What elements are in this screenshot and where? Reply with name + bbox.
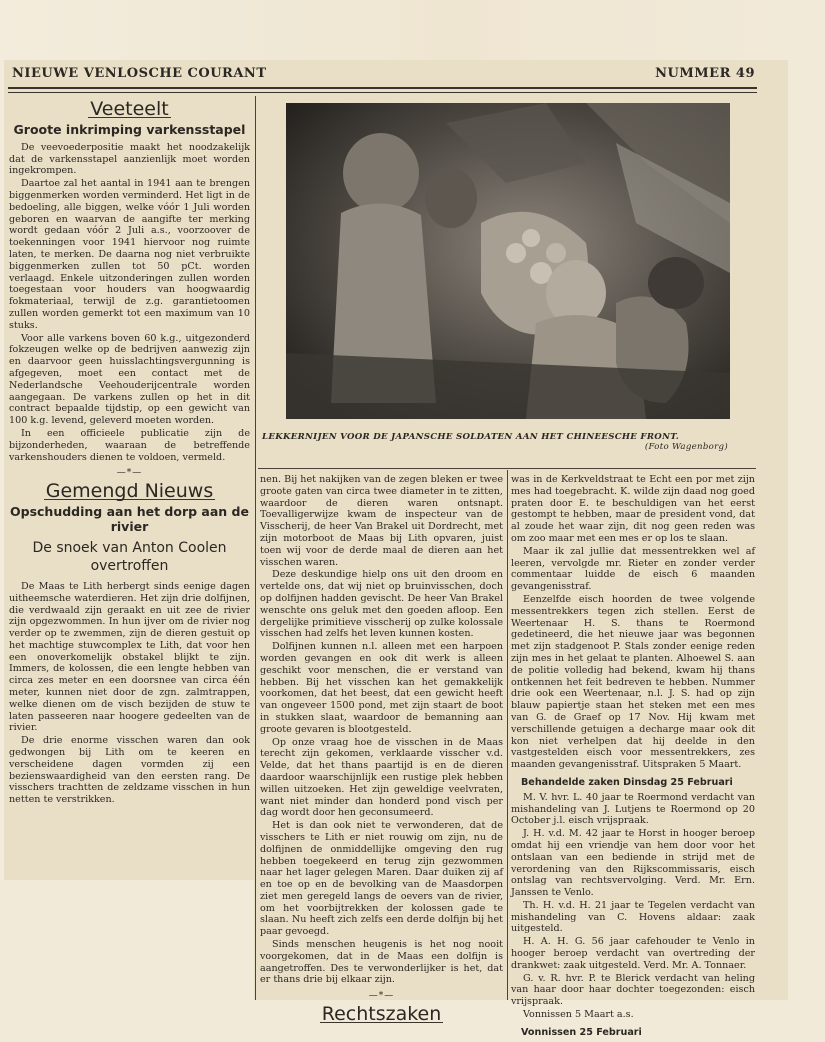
paragraph: Deze deskundige hielp ons uit den droom en vertelde ons, dat wij niet op bruinvisschen, doch op dolfijnen hadden gevischt. De heer Van Brakel wenschte ons geluk met den goeden afloop. Een dergelijke primitieve visscherij op zulke kolossale visschen had zelfs het leven kunnen kosten. <box>260 569 503 640</box>
section-rechtszaken: Rechtszaken <box>321 1003 442 1026</box>
paragraph: De drie enorme visschen waren dan ook gedwongen bij Lith om te keeren en verscheidene dagen vormden zij een bezienswaardigheid van den eersten rang. De visschers trachtten de zeldzame visschen in hun netten te verstrikken. <box>9 735 250 806</box>
section-gemengd-nieuws: Gemengd Nieuws <box>45 480 214 503</box>
case-item: M. V. hvr. L. 40 jaar te Roermond verdacht van mishandeling van J. Lutjens te Roermond op 20 October j.l. eisch vrijspraak. <box>511 791 755 827</box>
column-rule-left <box>255 96 256 1000</box>
case-item: J. H. v.d. M. 42 jaar te Horst in hooger beroep omdat hij een vriendje van hem door voor het ontslaan van een bediende in strijd met de verordening van den Rijkscommissaris, eisch ontslag van rechtsvervolging. Verd. Mr. Ern. Janssen te Venlo. <box>511 828 755 899</box>
paragraph: Het is dan ook niet te verwonderen, dat de visschers te Lith er niet rouwig om zijn, nu de dolfijnen de onmiddellijke omgeving den rug hebben toegekeerd en terug zijn gezwommen naar het lager gelegen Maren. Daar duiken zij af en toe op en de bevolking van de Maasdorpen ziet men geregeld langs de oevers van de rivier, om het voorbijtrekken der kolossen gade te slaan. Nu heeft zich zelfs een derde dolfijn bij het paar gevoegd. <box>260 820 503 938</box>
paragraph: De Maas te Lith herbergt sinds eenige dagen uitheemsche waterdieren. Het zijn drie dolfijnen, die verdwaald zijn geraakt en uit zee de rivier zijn opgezwommen. In hun ijver om de rivier nog verder op te zwemmen, zijn de dieren gestuit op het machtige stuwcomplex te Lith, dat voor hen een onoverkomelijk obstakel blijkt te zijn. Immers, de kolossen, die een lengte hebben van circa zes meter en een doorsnee van circa één meter, kunnen niet door de zgn. zalmtrappen, welke dienen om de visch bezijden de stuw te laten passeeren naar hoogere gedeelten van de rivier. <box>9 580 250 734</box>
case-item: G. v. R. hvr. P. te Blerick verdacht van heling van haar door haar dochter toegezonden: eisch vrijspraak. <box>511 972 755 1008</box>
news-photo <box>286 103 730 419</box>
paragraph: Voor alle varkens boven 60 k.g., uitgezonderd fokzeugen welke op de bedrijven aanwezig zijn en daarvoor geen huisslachtingsvergunning is afgegeven, moet een contact met de Nederlandsche Veehouderijcentrale worden aangegaan. De varkens zullen op het in dit contract bepaalde tijdstip, op een gewicht van 100 k.g. levend, geleverd moeten worden. <box>9 332 250 427</box>
caption-text: LEKKERNIJEN VOOR DE JAPANSCHE SOLDATEN AAN HET CHINEESCHE FRONT. <box>262 432 680 442</box>
case-item: Vonnissen 5 Maart a.s. <box>523 1009 634 1021</box>
caption-rule <box>258 468 756 469</box>
court-heading-bottom: Vonnissen 25 Februari <box>521 1026 642 1038</box>
case-item: H. A. H. G. 56 jaar cafehouder te Venlo in hooger beroep verdacht van overtreding der drankwet: zaak uitgesteld. Verd. Mr. A. Tonnaer. <box>511 936 755 971</box>
newspaper-title: NIEUWE VENLOSCHE COURANT <box>12 66 267 81</box>
clipping-cutout <box>0 880 254 1000</box>
paragraph: Sinds menschen heugenis is het nog nooit voorgekomen, dat in de Maas een dolfijn is aangetroffen. Des te verwonderlijker is het, dat er thans drie bij elkaar zijn. <box>260 939 503 986</box>
masthead <box>10 66 755 86</box>
paragraph: Eenzelfde eisch hoorden de twee volgende messentrekkers tegen zich stellen. Eerst de Weertenaar H. S. thans te Roermond gedetineerd, die het nieuwe jaar was begonnen met zijn stadgenoot P. Stals zonder eenige reden zijn mes in het gelaat te planten. Alhoewel S. aan de politie volledig had bekend, kwam hij thans ontkennen het feit bedreven te hebben. Nummer drie ook een Weertenaar, n.l. J. S. had op zijn blauw papiertje staan het steken met een mes van G. de Graef op 17 Nov. Hij kwam met verschillende getuigen a decharge maar ook dit kon niet verhelpen dat hij deelde in den vastgestelden eisch voor messentrekkers, zes maanden gevangenisstraf. Uitspraken 5 Maart. <box>511 593 755 771</box>
paragraph: Op onze vraag hoe de visschen in de Maas terecht zijn gekomen, verklaarde visscher v.d. Velde, dat het thans paartijd is en de dieren daardoor waarschijnlijk een rustige plek hebben willen uitzoeken. Het zijn geweldige veelvraten, want niet minder dan honderd pond visch per dag wordt door hen geconsumeerd. <box>260 736 503 819</box>
paragraph: Dolfijnen kunnen n.l. alleen met een harpoen worden gevangen en ook dit werk is alleen geschikt voor menschen, die er verstand van hebben. Bij het visschen kan het gemakkelijk voorkomen, dat het beest, dat een gewicht heeft van ongeveer 1500 pond, met zijn staart de boot in stukken slaat, waardoor de bemanning aan groote gevaren is blootgesteld. <box>260 641 503 735</box>
article-subtitle-snoek: De snoek van Anton Coolen overtroffen <box>32 539 227 574</box>
case-item: Th. H. v.d. H. 21 jaar te Tegelen verdacht van mishandeling van C. Hovens aldaar: zaak uitgesteld. <box>511 899 755 935</box>
photo-credit: (Foto Wagenborg) <box>644 442 728 452</box>
separator: —*— <box>116 468 143 479</box>
column-middle <box>260 474 503 1026</box>
column-left <box>9 98 250 807</box>
paragraph: nen. Bij het nakijken van de zegen bleken er twee groote gaten van circa twee diameter in te zitten, waardoor de dieren waren ontsnapt. Toevalligerwijze kwam de inspecteur van de Visscherij, de heer Van Brakel uit Dordrecht, met zijn motorboot de Maas bij Lith opvaren, juist toen wij voor de derde maal de dieren aan het visschen waren. <box>260 474 503 568</box>
court-heading: Behandelde zaken Dinsdag 25 Februari <box>521 776 733 788</box>
column-right <box>511 474 755 1042</box>
photo-image <box>286 103 730 419</box>
separator: —*— <box>368 991 395 1002</box>
article-title-opschudding: Opschudding aan het dorp aan de rivier <box>10 503 249 534</box>
issue-number: NUMMER 49 <box>655 66 755 81</box>
masthead-rule <box>8 87 757 93</box>
paragraph: was in de Kerkveldstraat te Echt een por met zijn mes had toegebracht. K. wilde zijn daad nog goed praten door E. te beschuldigen van het eerst gestompt te hebben, maar de president vond, dat al zoude het waar zijn, dit nog geen reden was om zoo maar met een mes er op los te slaan. <box>511 474 755 544</box>
paragraph: Maar ik zal jullie dat messentrekken wel af leeren, vervolgde mr. Rieter en zonder verder commentaar luidde de eisch 6 maanden gevangenisstraf. <box>511 545 755 593</box>
paragraph: Daartoe zal het aantal in 1941 aan te brengen biggenmerken worden verminderd. Het ligt in de bedoeling, alle biggen, welke vóór 1 Juli worden geboren en waarvan de aangifte ter merking wordt gedaan vóór 2 Juli a.s., voorzoover de toekenningen voor 1941 hiervoor nog ruimte laten, te merken. De daarna nog niet verbruikte biggenmerken zullen tot 50 pCt. worden verlaagd. Enkele uitzonderingen zullen worden toegestaan voor houders van hoogwaardig fokmateriaal, terwijl de z.g. garantietoomen zullen worden gemerkt tot een maximum van 10 stuks. <box>9 178 250 331</box>
paragraph: De veevoederpositie maakt het noodzakelijk dat de varkensstapel aanzienlijk moet worden ingekrompen. <box>9 141 250 177</box>
article-title-varkensstapel: Groote inkrimping varkensstapel <box>13 121 246 137</box>
photo-caption <box>262 432 756 452</box>
column-rule-right <box>507 470 508 1000</box>
paragraph: In een officieele publicatie zijn de bijzonderheden, waaraan de betreffende varkenshouders dienen te voldoen, vermeld. <box>9 427 250 463</box>
section-veeteelt: Veeteelt <box>90 98 169 120</box>
